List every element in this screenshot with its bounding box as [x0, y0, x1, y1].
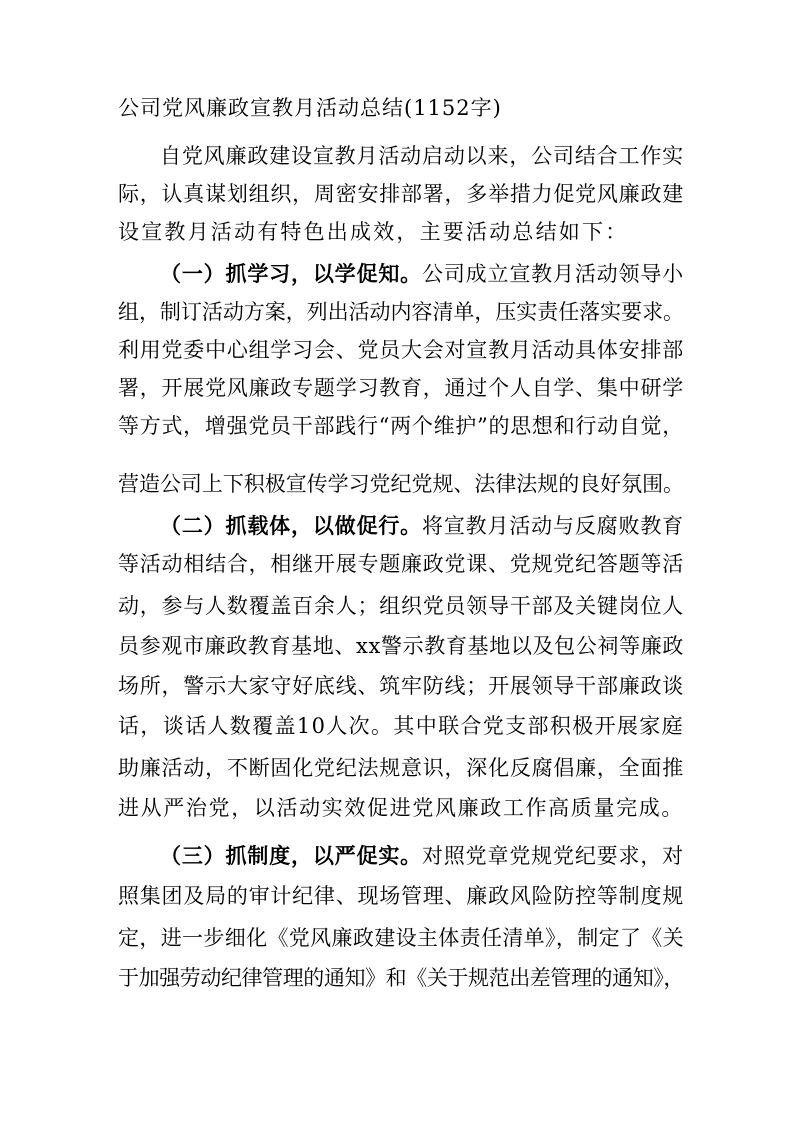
paragraph-line: 设宣教月活动有特色出成效，主要活动总结如下：: [118, 220, 629, 244]
paragraph-line: 等方式，增强党员干部践行“两个维护”的思想和行动自觉，: [118, 414, 684, 438]
paragraph-line: 利用党委中心组学习会、党员大会对宣教月活动具体安排部: [118, 338, 684, 362]
section-heading: （二）抓载体，以做促行。: [160, 514, 422, 538]
paragraph-line: 组，制订活动方案，列出活动内容清单，压实责任落实要求。: [118, 300, 684, 324]
paragraph-line: 等活动相结合，相继开展专题廉政党课、党规党纪答题等活: [118, 552, 684, 576]
paragraph-first-line: [160, 258, 684, 291]
paragraph-line-text: 公司成立宣教月活动领导小: [422, 262, 684, 286]
paragraph-line-text: 对照党章党规党纪要求，对: [422, 844, 684, 868]
paragraph-line: 营造公司上下积极宣传学习党纪党规、法律法规的良好氛围。: [118, 472, 684, 496]
paragraph-line: 进从严治党，以活动实效促进党风廉政工作高质量完成。: [118, 796, 684, 820]
paragraph-line: 定，进一步细化《党风廉政建设主体责任清单》，制定了《关: [118, 926, 684, 950]
paragraph-line: 自党风廉政建设宣教月活动启动以来，公司结合工作实: [160, 144, 684, 168]
paragraph-line: 照集团及局的审计纪律、现场管理、廉政风险防控等制度规: [118, 884, 684, 908]
paragraph-line: 场所，警示大家守好底线、筑牢防线；开展领导干部廉政谈: [118, 674, 684, 698]
document-title: 公司党风廉政宣教月活动总结(1152字): [118, 96, 502, 120]
paragraph-line: 际，认真谋划组织，周密安排部署，多举措力促党风廉政建: [118, 182, 684, 206]
paragraph-line: 于加强劳动纪律管理的通知》和《关于规范出差管理的通知》，: [118, 966, 684, 990]
paragraph-line: 员参观市廉政教育基地、xx警示教育基地以及包公祠等廉政: [118, 634, 684, 658]
paragraph-line-text: 将宣教月活动与反腐败教育: [422, 514, 684, 538]
paragraph-line: 署，开展党风廉政专题学习教育，通过个人自学、集中研学: [118, 376, 684, 400]
paragraph-first-line: [160, 510, 684, 543]
paragraph-line: 动，参与人数覆盖百余人；组织党员领导干部及关键岗位人: [118, 594, 684, 618]
paragraph-line: 话，谈话人数覆盖10人次。其中联合党支部积极开展家庭: [118, 714, 684, 738]
section-heading: （三）抓制度，以严促实。: [160, 844, 422, 868]
section-heading: （一）抓学习，以学促知。: [160, 262, 422, 286]
paragraph-line: 助廉活动，不断固化党纪法规意识，深化反腐倡廉，全面推: [118, 756, 684, 780]
paragraph-first-line: [160, 840, 684, 873]
